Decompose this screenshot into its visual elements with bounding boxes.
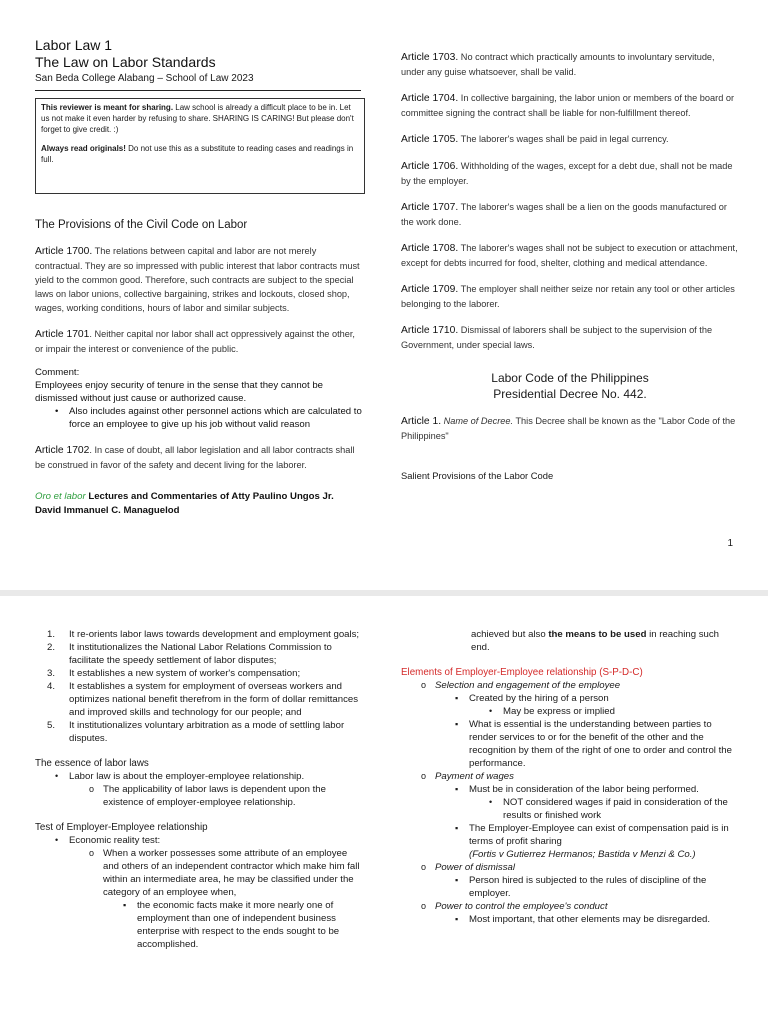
right-article (401, 323, 739, 352)
essence-heading: The essence of labor laws (35, 758, 149, 769)
labor-code-heading-line1: Labor Code of the Philippines (491, 371, 649, 385)
element-wages-b-text: The Employer-Employee can exist of compensation paid is in terms of profit sharing (469, 823, 729, 847)
article-1701-num: Article 1701 (35, 329, 90, 340)
salient-provision-item (47, 628, 365, 641)
element-wages-b (455, 822, 739, 861)
right-article-num: Article 1708. (401, 243, 459, 254)
article-1-num: Article 1. (401, 416, 442, 427)
element-wages-a-text: Must be in consideration of the labor being performed. (469, 784, 699, 795)
page-number: 1 (727, 538, 733, 549)
element-dismissal (421, 861, 739, 874)
elements-heading: Elements of Employer-Employee relationship (S-P-D-C) (401, 667, 643, 678)
element-control (421, 900, 739, 913)
right-article-num: Article 1705. (401, 134, 459, 145)
salient-provisions-heading: Salient Provisions of the Labor Code (401, 470, 554, 481)
element-dismissal-text: Power of dismissal (435, 862, 515, 873)
article-1 (401, 414, 739, 443)
salient-provision-text: It establishes a system for employment of overseas workers and optimizes national benefit therefrom in the form of dollar remittances and improved skills and technology for our people; and (69, 681, 359, 718)
article-1701 (35, 327, 365, 356)
element-dismissal-a-text: Person hired is subjected to the rules of discipline of the employer. (469, 875, 707, 899)
bullet-mark: • (55, 771, 59, 781)
civil-code-heading: The Provisions of the Civil Code on Labor (35, 219, 248, 231)
salient-provisions-list (47, 628, 365, 745)
page-two-left-column (35, 628, 365, 951)
square-mark: ▪ (123, 900, 127, 910)
essence-sub-text: The applicability of labor laws is dependent upon the existence of employer-employee relationship. (103, 784, 326, 808)
article-1701-text: . Neither capital nor labor shall act oppressively against the other, or impair the interest or convenience of the public. (35, 329, 355, 354)
circle-mark: o (89, 784, 95, 794)
bullet-mark: • (55, 835, 59, 845)
footer-author (35, 504, 365, 518)
right-article-text: The laborer's wages shall be paid in legal currency. (458, 134, 669, 144)
square-mark: ▪ (455, 693, 459, 703)
page-one-left-column (35, 37, 365, 518)
footer-lectures (35, 490, 365, 504)
article-1700-text: The relations between capital and labor are not merely contractual. They are so impressed with public interest that labor contracts must yield to the common good. Therefore, such contracts are subject to the special laws on labor unions, collective bargaining, strikes and lockouts, closed shop, wages, working conditions, hours of labor and similar subjects. (35, 246, 360, 313)
element-wages-b-cite: (Fortis v Gutierrez Hermanos; Bastida v Menzi & Co.) (469, 849, 696, 860)
salient-provision-number: 3. (47, 668, 56, 679)
title-rule (35, 90, 361, 91)
salient-provision-number: 2. (47, 642, 56, 653)
right-article (401, 282, 739, 311)
element-wages-a-i (489, 796, 739, 822)
comment-bullet: • Also includes against other personnel actions which are calculated to force an employee to give up his job without valid reason (55, 405, 365, 431)
element-selection-a-i-text: May be express or implied (503, 706, 615, 717)
element-control-text: Power to control the employee's conduct (435, 901, 608, 912)
page-two (0, 596, 768, 1024)
right-article-text: Dismissal of laborers shall be subject to the supervision of the Government, under special laws. (401, 325, 713, 350)
square-mark: ▪ (455, 823, 459, 833)
right-article (401, 91, 739, 120)
right-article-text: No contract which practically amounts to involuntary servitude, under any guise whatsoever, shall be valid. (401, 52, 715, 77)
right-article-num: Article 1710. (401, 325, 459, 336)
right-article (401, 50, 739, 79)
element-control-a-text: Most important, that other elements may be disregarded. (469, 914, 711, 925)
continued-text-c: in reaching such end. (471, 629, 719, 653)
doc-title-line1: Labor Law 1 (35, 37, 113, 53)
salient-provision-number: 5. (47, 720, 56, 731)
right-article-text: In collective bargaining, the labor union or members of the board or committee signing the contract shall be liable for non-fulfillment thereof. (401, 93, 735, 118)
footer-oro-et-labor: Oro et labor (35, 491, 86, 502)
essence-bullet-text: Labor law is about the employer-employee relationship. (69, 771, 305, 782)
labor-code-heading-line2: Presidential Decree No. 442. (493, 387, 647, 401)
circle-mark: o (421, 680, 427, 690)
right-article-text: The laborer's wages shall be a lien on the goods manufactured or the work done. (401, 202, 727, 227)
circle-mark: o (421, 901, 427, 911)
sharing-notice (41, 102, 359, 135)
footer-author-name: David Immanuel C. Managuelod (35, 505, 180, 516)
element-selection-b-text: What is essential is the understanding between parties to render services to or for the benefit of the other and the recognition by them of the right of one to order and control the performance. (469, 719, 732, 769)
page-one-right-column (401, 50, 739, 482)
right-article-num: Article 1707. (401, 202, 459, 213)
square-mark: ▪ (455, 784, 459, 794)
element-wages-a-i-text: NOT considered wages if paid in consideration of the results or finished work (503, 797, 728, 821)
article-1-italic: Name of Decree. (441, 416, 514, 426)
element-selection-a (455, 692, 739, 705)
square-mark: ▪ (455, 719, 459, 729)
continued-text-a: achieved but also (471, 629, 549, 640)
salient-provision-text: It institutionalizes the National Labor Relations Commission to facilitate the speedy settlement of labor disputes; (69, 642, 332, 666)
essence-sub-bullet (89, 783, 365, 809)
right-article (401, 241, 739, 270)
element-control-a (455, 913, 739, 926)
salient-provision-item (47, 641, 365, 667)
element-wages-text: Payment of wages (435, 771, 514, 782)
square-mark: ▪ (455, 914, 459, 924)
doc-title-line2: The Law on Labor Standards (35, 54, 216, 70)
comment-text: Employees enjoy security of tenure in the sense that they cannot be dismissed without just cause or authorized cause. (35, 380, 323, 404)
square-mark: ▪ (455, 875, 459, 885)
salient-provision-number: 1. (47, 629, 56, 640)
article-1702-text: . In case of doubt, all labor legislation and all labor contracts shall be construed in favor of the safety and decent living for the laborer. (35, 445, 355, 470)
sharing-notice-bold: This reviewer is meant for sharing. (41, 103, 174, 112)
right-article-num: Article 1709. (401, 284, 459, 295)
element-selection-a-i (489, 705, 739, 718)
salient-provision-text: It establishes a new system of worker's compensation; (69, 668, 301, 679)
read-originals-notice (41, 143, 359, 165)
school-line: San Beda College Alabang – School of Law 2023 (35, 73, 254, 84)
circle-mark: o (421, 862, 427, 872)
continued-text-bold: the means to be used (548, 629, 647, 640)
right-article (401, 159, 739, 188)
footer-attribution (35, 490, 365, 518)
read-originals-bold: Always read originals! (41, 144, 126, 153)
right-article (401, 132, 739, 147)
bullet-mark: • (489, 706, 493, 716)
salient-provision-text: It re-orients labor laws towards development and employment goals; (69, 629, 360, 640)
circle-mark: o (89, 848, 95, 858)
test-bullet (55, 834, 365, 847)
essence-bullet (55, 770, 365, 783)
article-1700-num: Article 1700. (35, 246, 93, 257)
article-1700 (35, 244, 365, 315)
read-originals-text: Do not use this as a substitute to reading cases and readings in full. (41, 144, 354, 164)
comment-block (35, 366, 365, 431)
continued-text (471, 628, 739, 654)
element-wages-a (455, 783, 739, 796)
sharing-notice-box (35, 98, 365, 194)
right-article-text: Withholding of the wages, except for a debt due, shall not be made by the employer. (401, 161, 733, 186)
right-article-num: Article 1704. (401, 93, 459, 104)
test-heading: Test of Employer-Employee relationship (35, 822, 208, 833)
salient-provision-number: 4. (47, 681, 56, 692)
footer-lectures-text: Lectures and Commentaries of Atty Paulino Ungos Jr. (85, 491, 334, 502)
bullet-mark: • (489, 797, 493, 807)
article-1702 (35, 443, 365, 472)
right-article-text: The laborer's wages shall not be subject to execution or attachment, except for debts incurred for food, shelter, clothing and medical attendance. (401, 243, 738, 268)
element-selection (421, 679, 739, 692)
test-sub2-text: the economic facts make it more nearly one of employment than one of independent business enterprise with respect to the ends sought to be accomplished. (137, 900, 340, 950)
sharing-notice-text: Law school is already a difficult place to be in. Let us not make it even harder by refusing to share. SHARING IS CARING! But please don't forget to give credit. :) (41, 103, 354, 134)
right-article-num: Article 1703. (401, 52, 459, 63)
element-dismissal-a (455, 874, 739, 900)
test-sub-bullet (89, 847, 365, 899)
labor-code-heading (401, 370, 739, 402)
right-article (401, 200, 739, 229)
right-article-text: The employer shall neither seize nor retain any tool or other articles belonging to the laborer. (401, 284, 735, 309)
salient-provision-item (47, 719, 365, 745)
comment-bullets (55, 405, 365, 431)
salient-provision-text: It institutionalizes voluntary arbitration as a mode of settling labor disputes. (69, 720, 345, 744)
element-selection-a-text: Created by the hiring of a person (469, 693, 609, 704)
comment-label: Comment: (35, 367, 80, 378)
element-selection-text: Selection and engagement of the employee (435, 680, 621, 691)
test-sub-text: When a worker possesses some attribute of an employee and others of an independent contractor which make him fall within an intermediate area, he may be classified under the category of an employee when, (103, 848, 360, 898)
article-1702-num: Article 1702 (35, 445, 90, 456)
element-selection-b (455, 718, 739, 770)
page-two-right-column (401, 628, 739, 926)
circle-mark: o (421, 771, 427, 781)
right-articles-list (401, 50, 739, 352)
salient-provision-item (47, 680, 365, 719)
salient-provision-item (47, 667, 365, 680)
right-article-num: Article 1706. (401, 161, 459, 172)
article-1-text: This Decree shall be known as the "Labor Code of the Philippines" (401, 416, 736, 441)
test-sub2-bullet (123, 899, 365, 951)
test-bullet-text: Economic reality test: (69, 835, 161, 846)
element-wages (421, 770, 739, 783)
